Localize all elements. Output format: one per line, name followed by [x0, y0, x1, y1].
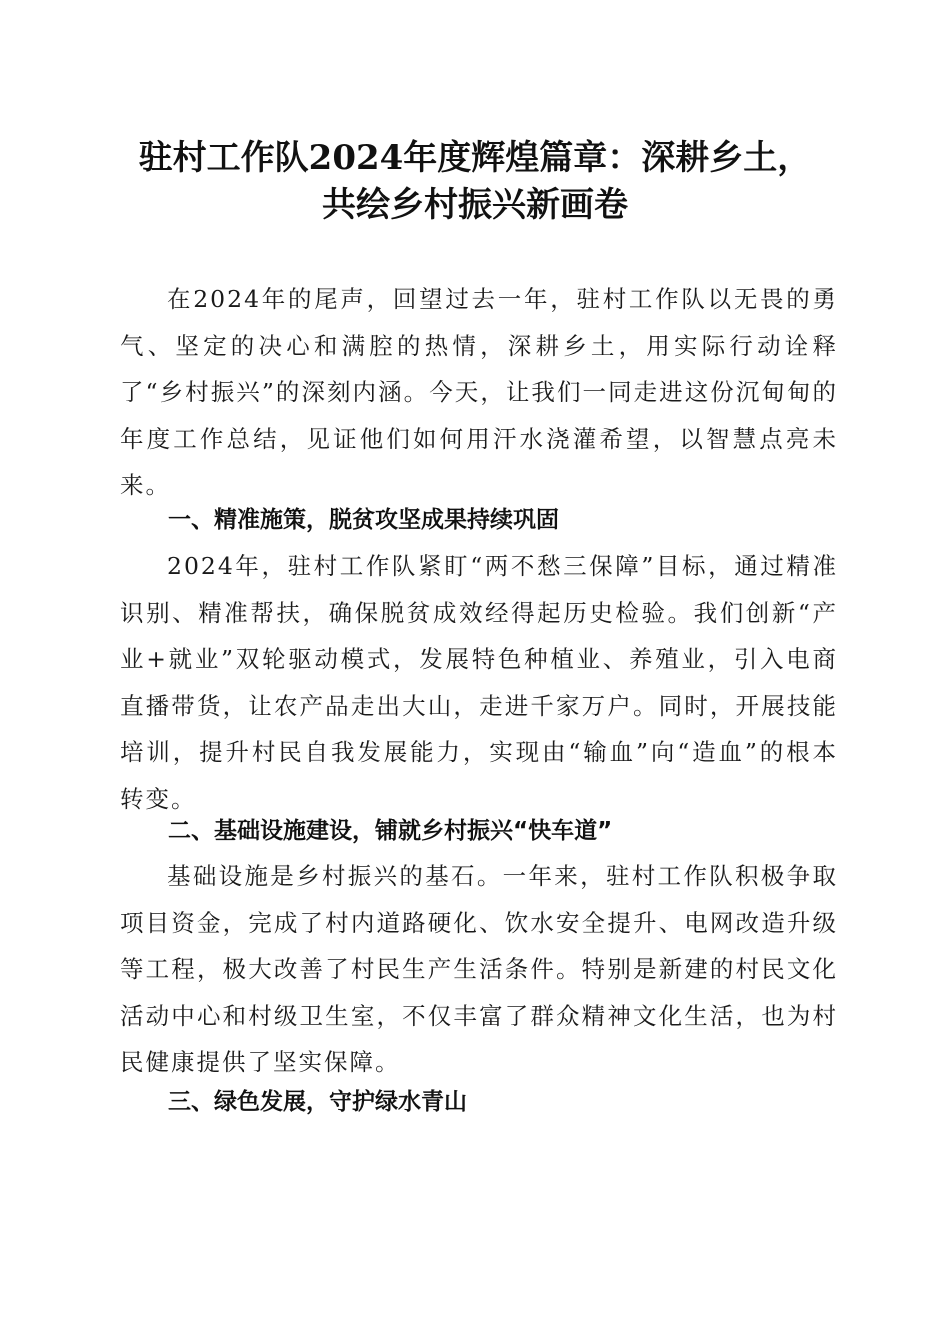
- section-heading-3: 三、绿色发展，守护绿水青山: [168, 1089, 467, 1115]
- document-title-line-1: 驻村工作队2024年度辉煌篇章：深耕乡土，: [138, 138, 812, 178]
- document-title-line-2: 共绘乡村振兴新画卷: [322, 185, 628, 225]
- section-1-paragraph-block: [120, 543, 838, 822]
- section-2-paragraph-block: [120, 853, 838, 1086]
- section-heading-2: 二、基础设施建设，铺就乡村振兴“快车道”: [168, 818, 613, 844]
- intro-paragraph: 在2024年的尾声，回望过去一年，驻村工作队以无畏的勇气、坚定的决心和满腔的热情，深耕乡土，用实际行动诠释了“乡村振兴”的深刻内涵。今天，让我们一同走进这份沉甸甸的年度工作总结，见证他们如何用汗水浇灌希望，以智慧点亮未来。: [120, 285, 838, 499]
- section-heading-1: 一、精准施策，脱贫攻坚成果持续巩固: [168, 507, 559, 533]
- intro-paragraph-block: [120, 276, 838, 509]
- section-1-paragraph: 2024年，驻村工作队紧盯“两不愁三保障”目标，通过精准识别、精准帮扶，确保脱贫成效经得起历史检验。我们创新“产业+就业”双轮驱动模式，发展特色种植业、养殖业，引入电商直播带货，让农产品走出大山，走进千家万户。同时，开展技能培训，提升村民自我发展能力，实现由“输血”向“造血”的根本转变。: [120, 552, 838, 813]
- section-2-paragraph: 基础设施是乡村振兴的基石。一年来，驻村工作队积极争取项目资金，完成了村内道路硬化、饮水安全提升、电网改造升级等工程，极大改善了村民生产生活条件。特别是新建的村民文化活动中心和村级卫生室，不仅丰富了群众精神文化生活，也为村民健康提供了坚实保障。: [120, 862, 838, 1076]
